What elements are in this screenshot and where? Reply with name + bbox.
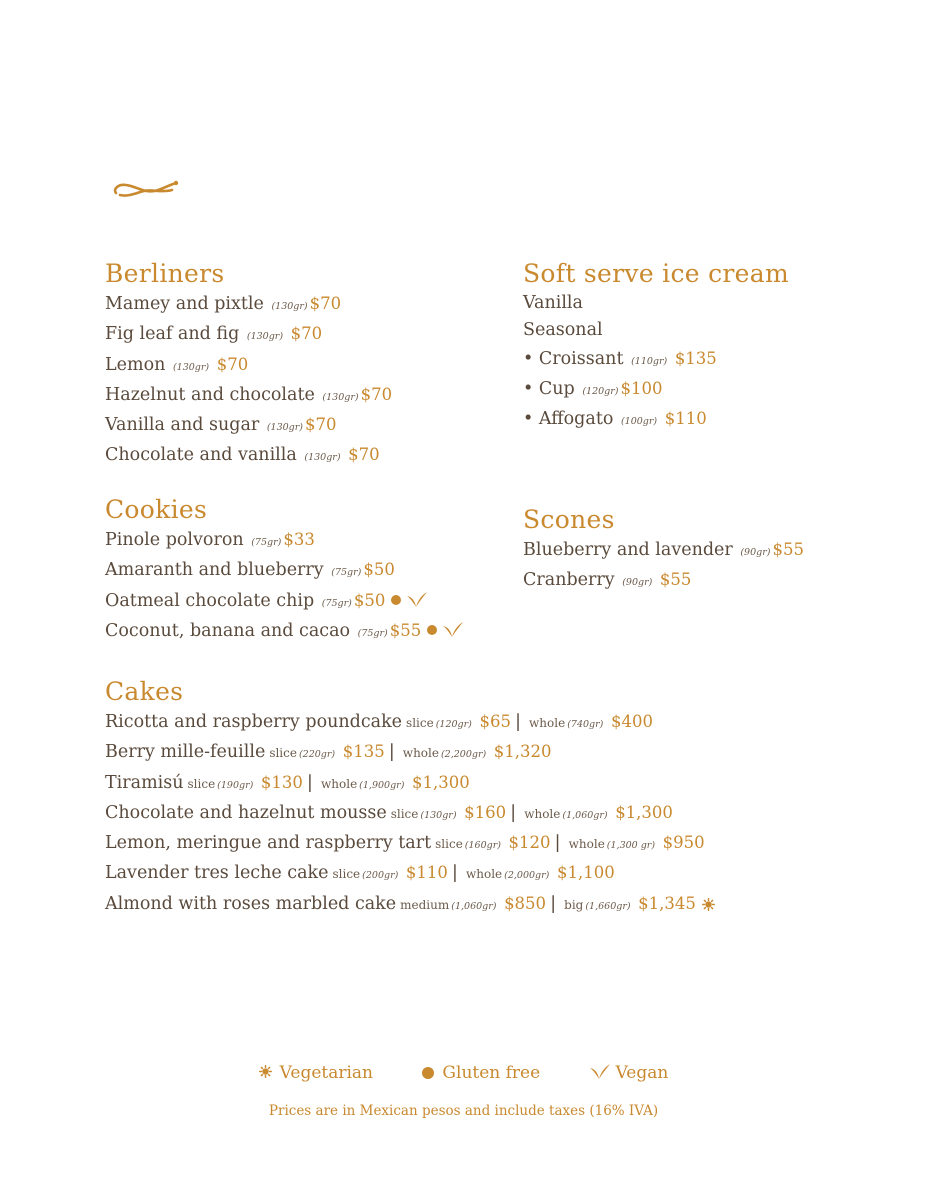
berliners-title: Berliners — [105, 259, 225, 288]
menu-item: • Affogato (100gr) $110 — [523, 409, 707, 430]
menu-item: Blueberry and lavender (90gr) $55 — [523, 540, 804, 560]
menu-item: Vanilla and sugar (130gr) $70 — [105, 415, 337, 436]
legend-vegan: Vegan — [590, 1063, 669, 1083]
cookies-section — [105, 495, 463, 647]
cakes-title: Cakes — [105, 677, 184, 706]
swash-ornament-icon — [110, 176, 180, 200]
menu-item: Pinole polvoron (75gr) $33 — [105, 530, 315, 550]
menu-item: Fig leaf and fig (130gr) $70 — [105, 324, 323, 345]
legend-gluten-free: Gluten free — [422, 1063, 540, 1083]
vegan-leaf-icon — [407, 592, 427, 608]
legend-vegetarian: Vegetarian — [259, 1063, 373, 1083]
menu-item: Lemon, meringue and raspberry tart slice (160gr) $120 | whole (1,300 gr) $950 — [105, 832, 705, 854]
menu-item: Lavender tres leche cake slice (200gr) $110 | whole (2,000gr) $1,100 — [105, 862, 615, 884]
menu-item: Hazelnut and chocolate (130gr) $70 — [105, 384, 393, 405]
gluten-free-dot-icon — [427, 625, 437, 635]
menu-item: Chocolate and vanilla (130gr) $70 — [105, 445, 380, 466]
menu-item: Seasonal — [523, 320, 603, 341]
vegetarian-sun-icon — [702, 898, 715, 911]
menu-item: Tiramisú slice (190gr) $130 | whole (1,900gr) $1,300 — [105, 771, 470, 793]
berliners-section — [105, 259, 392, 472]
scones-section — [523, 505, 804, 597]
menu-item: Mamey and pixtle (130gr) $70 — [105, 294, 342, 314]
cakes-section — [105, 677, 715, 920]
menu-item: Oatmeal chocolate chip (75gr) $50 — [105, 587, 463, 617]
menu-item: Chocolate and hazelnut mousse slice (130gr) $160 | whole (1,060gr) $1,300 — [105, 801, 673, 823]
cookies-title: Cookies — [105, 495, 208, 524]
menu-item: Berry mille-feuille slice (220gr) $135 | whole (2,200gr) $1,320 — [105, 741, 552, 763]
gluten-free-dot-icon — [391, 595, 401, 605]
vegan-leaf-icon — [443, 622, 463, 638]
vegetarian-sun-icon — [259, 1065, 272, 1078]
soft-serve-section — [523, 259, 789, 435]
menu-item: Almond with roses marbled cake medium (1,060gr) $850 | big (1,660gr) $1,345 — [105, 890, 715, 920]
menu-item: • Croissant (110gr) $135 — [523, 348, 717, 369]
menu-item: Coconut, banana and cacao (75gr) $55 — [105, 617, 463, 647]
menu-item: Cranberry (90gr) $55 — [523, 570, 692, 591]
diet-legend — [0, 1063, 927, 1083]
vegan-leaf-icon — [590, 1064, 610, 1080]
gluten-free-dot-icon — [422, 1067, 434, 1079]
menu-item: Amaranth and blueberry (75gr) $50 — [105, 560, 395, 581]
scones-title: Scones — [523, 505, 615, 534]
menu-item: Ricotta and raspberry poundcake slice (120gr) $65 | whole (740gr) $400 — [105, 711, 653, 732]
menu-item: Lemon (130gr) $70 — [105, 354, 249, 375]
menu-item: Vanilla — [523, 293, 583, 313]
soft-serve-title: Soft serve ice cream — [523, 259, 789, 288]
price-note: Prices are in Mexican pesos and include taxes (16% IVA) — [268, 1103, 659, 1119]
menu-item: • Cup (120gr) $100 — [523, 378, 663, 399]
